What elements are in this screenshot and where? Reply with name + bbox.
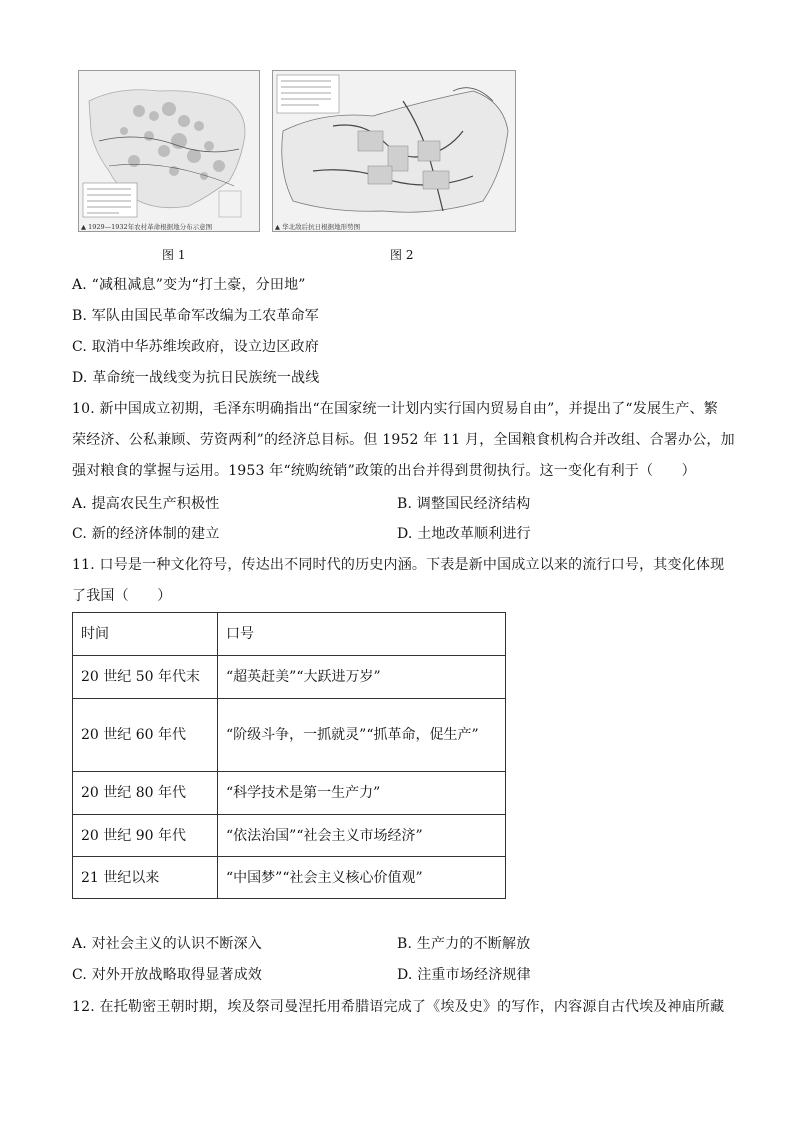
q11-option-a: A. 对社会主义的认识不断深入 [72, 936, 263, 952]
q9-option-b: B. 军队由国民革命军改编为工农革命军 [72, 308, 319, 324]
table-row [73, 772, 506, 815]
figure-2-label: 图 2 [390, 248, 414, 262]
table-header-row [73, 613, 506, 656]
table-row [73, 656, 506, 699]
q10-option-a: A. 提高农民生产积极性 [72, 496, 220, 512]
table-cell-slogan: “中国梦”“社会主义核心价值观” [218, 857, 506, 899]
q9-option-c: C. 取消中华苏维埃政府，设立边区政府 [72, 339, 319, 355]
table-cell-time: 20 世纪 90 年代 [73, 815, 218, 857]
table-cell-time: 20 世纪 60 年代 [73, 699, 218, 772]
figure-1-label: 图 1 [162, 248, 186, 262]
q11-option-d: D. 注重市场经济规律 [397, 967, 531, 983]
table-header-slogan: 口号 [218, 613, 506, 656]
slogan-table [72, 612, 506, 899]
table-row [73, 857, 506, 899]
table-row [73, 815, 506, 857]
q11-stem-line2: 了我国（ ） [72, 588, 172, 604]
table-cell-slogan: “阶级斗争，一抓就灵”“抓革命，促生产” [218, 699, 506, 772]
table-header-time: 时间 [73, 613, 218, 656]
q10-stem-line1: 10. 新中国成立初期，毛泽东明确指出“在国家统一计划内实行国内贸易自由”，并提出了“发展生产、繁 [72, 401, 718, 417]
q10-option-c: C. 新的经济体制的建立 [72, 526, 220, 542]
q10-stem-line2: 荣经济、公私兼顾、劳资两利”的经济总目标。但 1952 年 11 月，全国粮食机构合并改组、合署办公，加 [72, 432, 735, 448]
table-row [73, 699, 506, 772]
figure-2-caption: ▲ 华北敌后抗日根据地形势图 [275, 223, 361, 231]
figure-1-caption: ▲ 1929—1932年农村革命根据地分布示意图 [81, 223, 213, 231]
table-cell-slogan: “科学技术是第一生产力” [218, 772, 506, 815]
table-cell-time: 20 世纪 50 年代末 [73, 656, 218, 699]
map-2-graphic [273, 71, 515, 231]
q10-option-b: B. 调整国民经济结构 [397, 496, 531, 512]
q9-option-d: D. 革命统一战线变为抗日民族统一战线 [72, 370, 320, 386]
q10-stem-line3: 强对粮食的掌握与运用。1953 年“统购统销”政策的出台并得到贯彻执行。这一变化有利于（ ） [72, 463, 696, 479]
map-1-graphic [79, 71, 259, 231]
q10-option-d: D. 土地改革顺利进行 [397, 526, 531, 542]
table-cell-slogan: “超英赶美”“大跃进万岁” [218, 656, 506, 699]
q11-option-c: C. 对外开放战略取得显著成效 [72, 967, 263, 983]
table-cell-time: 21 世纪以来 [73, 857, 218, 899]
figure-2-map [272, 70, 516, 232]
q11-option-b: B. 生产力的不断解放 [397, 936, 531, 952]
table-cell-time: 20 世纪 80 年代 [73, 772, 218, 815]
figure-1-map [78, 70, 260, 232]
q11-stem-line1: 11. 口号是一种文化符号，传达出不同时代的历史内涵。下表是新中国成立以来的流行口号，其变化体现 [72, 557, 725, 573]
q12-stem-line1: 12. 在托勒密王朝时期，埃及祭司曼涅托用希腊语完成了《埃及史》的写作，内容源自古代埃及神庙所藏 [72, 999, 725, 1015]
table-cell-slogan: “依法治国”“社会主义市场经济” [218, 815, 506, 857]
q9-option-a: A. “减租减息”变为“打土豪，分田地” [72, 277, 306, 293]
